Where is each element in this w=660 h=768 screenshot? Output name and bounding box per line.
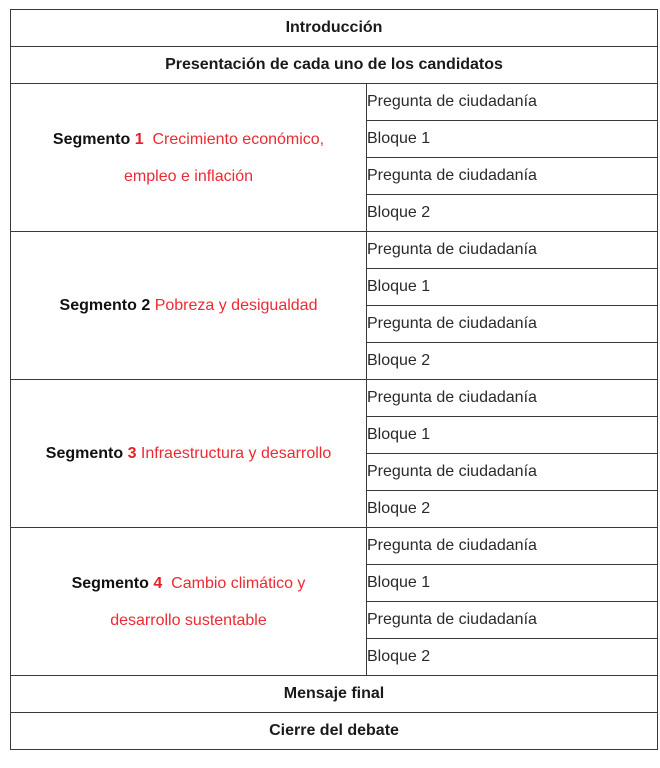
segment-item: Pregunta de ciudadanía [367,380,658,417]
segment-item: Bloque 1 [367,417,658,454]
segment-number: 1 [134,130,144,148]
table-row [11,232,658,269]
segment-label: Segmento [45,445,124,462]
table-row [11,380,658,417]
segment-item: Bloque 2 [367,195,658,232]
segment-item: Pregunta de ciudadanía [367,528,658,565]
segment-number: 3 [127,445,137,462]
table-row [11,528,658,565]
table-row [11,10,658,47]
segment-topic: Cambio climático y [171,574,306,592]
table-row [11,676,658,713]
segment-item: Pregunta de ciudadanía [367,158,658,195]
segment-item: Pregunta de ciudadanía [367,454,658,491]
intro-cell: Introducción [11,10,658,47]
segment-item: Bloque 2 [367,491,658,528]
segment-item: Pregunta de ciudadanía [367,602,658,639]
segment-item: Bloque 2 [367,639,658,676]
segment-item: Pregunta de ciudadanía [367,84,658,121]
segment-4-cell [11,528,367,676]
segment-topic: Pobreza y desigualdad [154,297,318,314]
segment-item: Pregunta de ciudadanía [367,232,658,269]
closing-cell: Cierre del debate [11,713,658,750]
segment-1-cell [11,84,367,232]
segment-number: 2 [141,297,151,314]
presentation-cell: Presentación de cada uno de los candidatos [11,47,658,84]
segment-topic: Infraestructura y desarrollo [140,445,332,462]
segment-2-cell [11,232,367,380]
table-row [11,47,658,84]
segment-topic: Crecimiento económico, [152,130,325,148]
segment-item: Bloque 1 [367,121,658,158]
segment-item: Bloque 1 [367,269,658,306]
table-row [11,84,658,121]
segment-topic-line2: desarrollo sustentable [110,611,267,629]
debate-format-table [10,9,658,750]
final-message-cell: Mensaje final [11,676,658,713]
segment-label: Segmento [52,130,131,148]
segment-item: Bloque 2 [367,343,658,380]
segment-item: Bloque 1 [367,565,658,602]
segment-3-cell [11,380,367,528]
segment-label: Segmento [59,297,137,314]
segment-topic-line2: empleo e inflación [124,167,253,185]
segment-number: 4 [153,574,163,592]
table-row [11,713,658,750]
segment-item: Pregunta de ciudadanía [367,306,658,343]
segment-label: Segmento [71,574,149,592]
